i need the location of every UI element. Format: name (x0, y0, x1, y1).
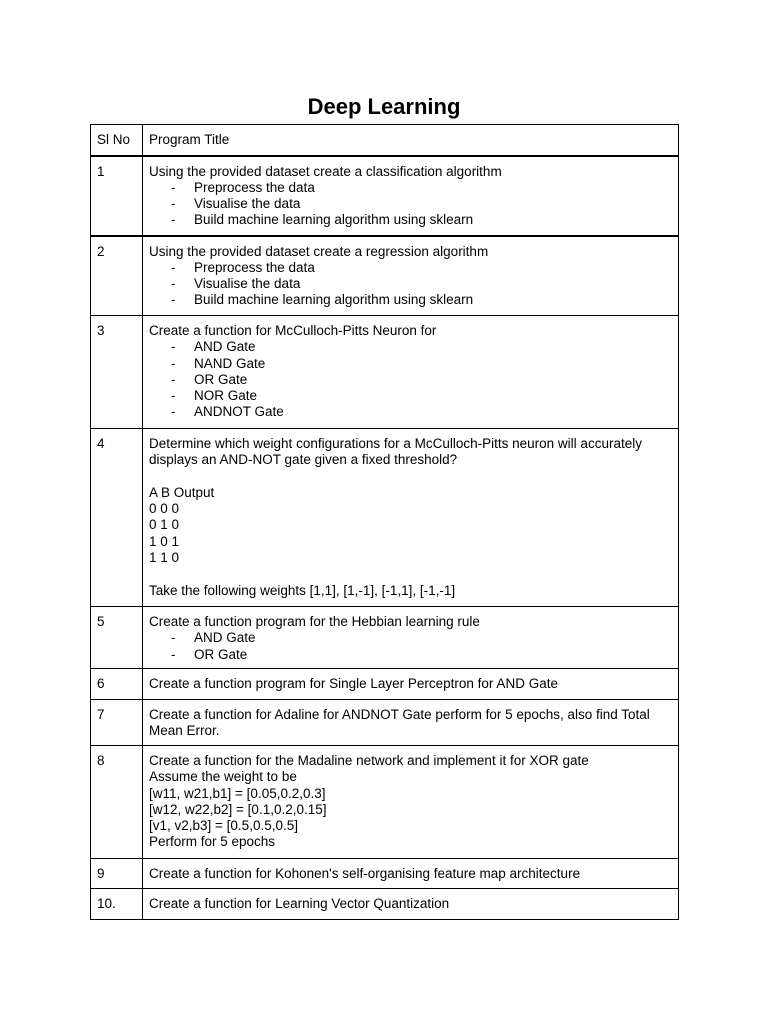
table-row (91, 889, 679, 920)
list-item: - Build machine learning algorithm using sklearn (171, 212, 672, 228)
program-text: Create a function for the Madaline network and implement it for XOR gate (149, 753, 589, 768)
table-row (91, 859, 679, 889)
row-program (143, 700, 679, 746)
bullet-list (149, 630, 672, 663)
program-table (90, 124, 679, 920)
table-row (91, 607, 679, 669)
bullet-list (149, 180, 672, 229)
program-text: Assume the weight to be (149, 769, 297, 785)
row-program (143, 607, 679, 669)
document-title: Deep Learning (307, 94, 461, 119)
weights-text: Take the following weights [1,1], [1,-1], [-1,1], [-1,-1] (149, 582, 456, 598)
program-text: Determine which weight configurations for a McCulloch-Pitts neuron will accurately displays an AND-NOT gate given a fixed threshold? (149, 436, 642, 468)
table-row (91, 156, 679, 236)
program-text: Create a function program for the Hebbian learning rule (149, 614, 480, 629)
program-text: Create a function for Kohonen's self-organising feature map architecture (149, 866, 581, 881)
row-sl-no: 5 (91, 607, 143, 669)
truth-table-row: 0 0 0 (149, 501, 180, 517)
row-program (143, 889, 679, 920)
list-item: - NOR Gate (171, 388, 672, 404)
bullet-list (149, 260, 672, 309)
row-program (143, 746, 679, 859)
table-row (91, 700, 679, 746)
truth-table-row: 1 1 0 (149, 550, 180, 566)
program-text: Create a function for McCulloch-Pitts Neuron for (149, 323, 437, 338)
list-item: - Visualise the data (171, 196, 672, 212)
row-sl-no: 4 (91, 429, 143, 607)
row-sl-no: 2 (91, 236, 143, 316)
row-sl-no: 10. (91, 889, 143, 920)
bullet-list (149, 339, 672, 420)
list-item: - NAND Gate (171, 356, 672, 372)
table-row (91, 316, 679, 429)
table-header-row (91, 125, 679, 156)
weight-line: [w12, w22,b2] = [0.1,0.2,0.15] (149, 801, 327, 817)
row-program (143, 859, 679, 889)
list-item: - Preprocess the data (171, 180, 672, 196)
truth-table-row: 0 1 0 (149, 517, 180, 533)
program-text: Create a function program for Single Layer Perceptron for AND Gate (149, 676, 558, 691)
list-item: - AND Gate (171, 630, 672, 646)
row-program (143, 236, 679, 316)
row-sl-no: 6 (91, 669, 143, 700)
program-text: Create a function for Learning Vector Quantization (149, 896, 450, 911)
row-sl-no: 1 (91, 156, 143, 236)
list-item: - OR Gate (171, 372, 672, 388)
truth-table-header: A B Output (149, 484, 215, 500)
row-sl-no: 9 (91, 859, 143, 889)
row-program (143, 429, 679, 607)
weight-line: [w11, w21,b1] = [0.05,0.2,0.3] (149, 785, 326, 801)
list-item: - OR Gate (171, 647, 672, 663)
table-row (91, 746, 679, 859)
weight-line: [v1, v2,b3] = [0.5,0.5,0.5] (149, 818, 298, 834)
table-row (91, 236, 679, 316)
row-sl-no: 7 (91, 700, 143, 746)
truth-table-row: 1 0 1 (149, 533, 180, 549)
list-item: - Visualise the data (171, 276, 672, 292)
row-program (143, 156, 679, 236)
table-row (91, 429, 679, 607)
row-sl-no: 3 (91, 316, 143, 429)
program-text: Create a function for Adaline for ANDNOT Gate perform for 5 epochs, also find Total Mean Error. (149, 707, 650, 739)
list-item: - Build machine learning algorithm using sklearn (171, 292, 672, 308)
table-row (91, 669, 679, 700)
program-text: Perform for 5 epochs (149, 834, 276, 850)
row-sl-no: 8 (91, 746, 143, 859)
list-item: - Preprocess the data (171, 260, 672, 276)
row-program (143, 316, 679, 429)
program-text: Using the provided dataset create a classification algorithm (149, 163, 502, 179)
list-item: - ANDNOT Gate (171, 404, 672, 420)
row-program (143, 669, 679, 700)
header-program-title: Program Title (143, 125, 679, 156)
list-item: - AND Gate (171, 339, 672, 355)
header-sl-no: Sl No (91, 125, 143, 156)
program-text: Using the provided dataset create a regression algorithm (149, 243, 489, 259)
